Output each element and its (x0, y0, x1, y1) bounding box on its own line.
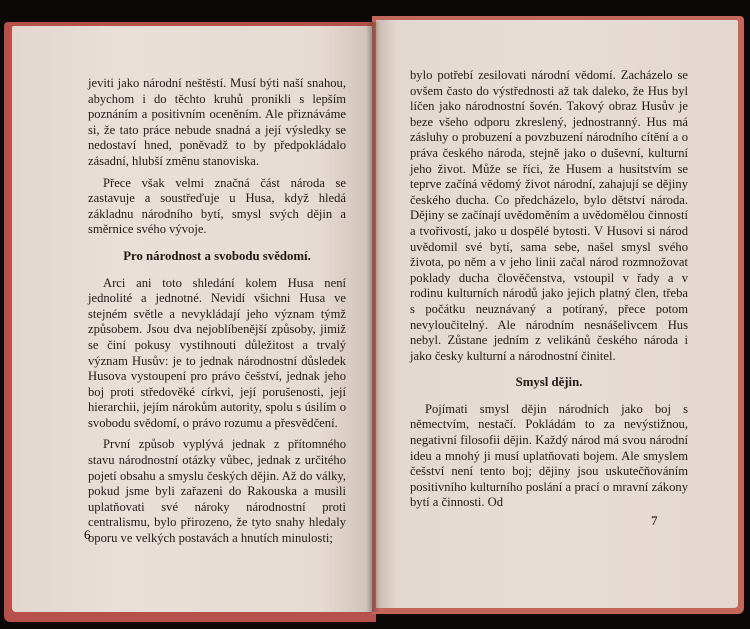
left-page (12, 26, 372, 612)
right-paragraph-2: Pojímati smysl dějin národních jako boj s němectvím, nestačí. Pokládám to za nevýstižnou, negativní filosofii dějin. Každý národ má svou národní ideu a mnohý ji musí uplatňovati bojem. Ale smyslem češství není tento boj; dějiny jsou uskutečňováním positivního kulturního poslání a prací o mravní zákony bytí a činnosti. Od (410, 401, 688, 510)
book-gutter (366, 22, 380, 612)
left-page-text (88, 76, 346, 547)
right-paragraph-1: bylo potřebí zesilovati národní vědomí. Zacházelo se ovšem často do výstřednosti až tak daleko, že Hus byl líčen jako národnostní šovén. Takový obraz Husův je beze všeho odporu zkreslený, jednostranný. Hus má zásluhy o probuzení a povzbuzení národního cítění a o práva českého národa, stejně jako o duševní, kulturní jeho život. Může se říci, že Husem a husitstvím se teprve začíná vědomý život národní, zahajují se dějiny českého ducha. Co předcházelo, bylo dětství národa. Dějiny se začínají uvědoměním a uvědomělou činností a tvořivostí, jako u dospělé bytosti. V Husovi si národ uvědomil své bytí, sama sebe, našel smysl svého života, po něm a v jeho linii začal národ rozmnožovat poklady ducha člověčenstva, vstoupil v řady a v rodinu kulturních národů jako jejich platný člen, třeba s počátku neuznávaný a potíraný, přece potom nevyloučitelný. Ale národním nesnášelivcem Hus nebyl. Zůstane jedním z velikánů českého národa i jako česky kulturní a národnostní činitel. (410, 68, 688, 363)
right-page (376, 20, 738, 608)
left-paragraph-3: Arci ani toto shledání kolem Husa není jednolité a jednotné. Nevidí všichni Husa ve stejném světle a nevykládají jeho význam týmž způsobem. Jsou dva nejoblíbenější způsoby, jimiž se činí pokusy vystihnouti důležitost a trvalý význam Husův: je to jednak národnostní důsledek Husova vystoupení pro právo češství, jednak jeho boj proti středověké církvi, její porušenosti, její hierarchii, jejím nárokům autority, spolu s úsilím o svobodu svědomí, o právo rozumu a přesvědčení. (88, 275, 346, 430)
page-number-left: 6 (84, 527, 91, 542)
section-heading-national-freedom: Pro národnost a svobodu svědomí. (123, 248, 311, 263)
right-page-text (410, 68, 688, 511)
left-paragraph-1: jeviti jako národní neštěstí. Musí býti naší snahou, abychom i do těchto kruhů pronikli s lepším poznáním a positivním oceněním. Ale přiznáváme si, že tato práce nebude snadná a její výsledky se nedostaví hned, poněvadž to by předpokládalo zásadní, hlubší změnu stanoviska. (88, 76, 346, 168)
left-paragraph-4: První způsob vyplývá jednak z přítomného stavu národnostní otázky vůbec, jednak z určitého pojetí obsahu a smyslu českých dějin. Až do války, pokud jsme byli zařazeni do Rakouska a musili uplatňovati své nároky národnostní proti centralismu, bylo přirozeno, že tyto snahy hledaly oporu ve velkých postavách a hnutích minulosti; (88, 437, 346, 546)
section-heading-meaning-of-history: Smysl dějin. (515, 375, 583, 390)
page-number-right: 7 (651, 513, 658, 528)
left-paragraph-2: Přece však velmi značná část národa se zastavuje a soustřeďuje u Husa, když hledá základnu národního bytí, smysl svých dějin a směrnice svého vývoje. (88, 175, 346, 237)
